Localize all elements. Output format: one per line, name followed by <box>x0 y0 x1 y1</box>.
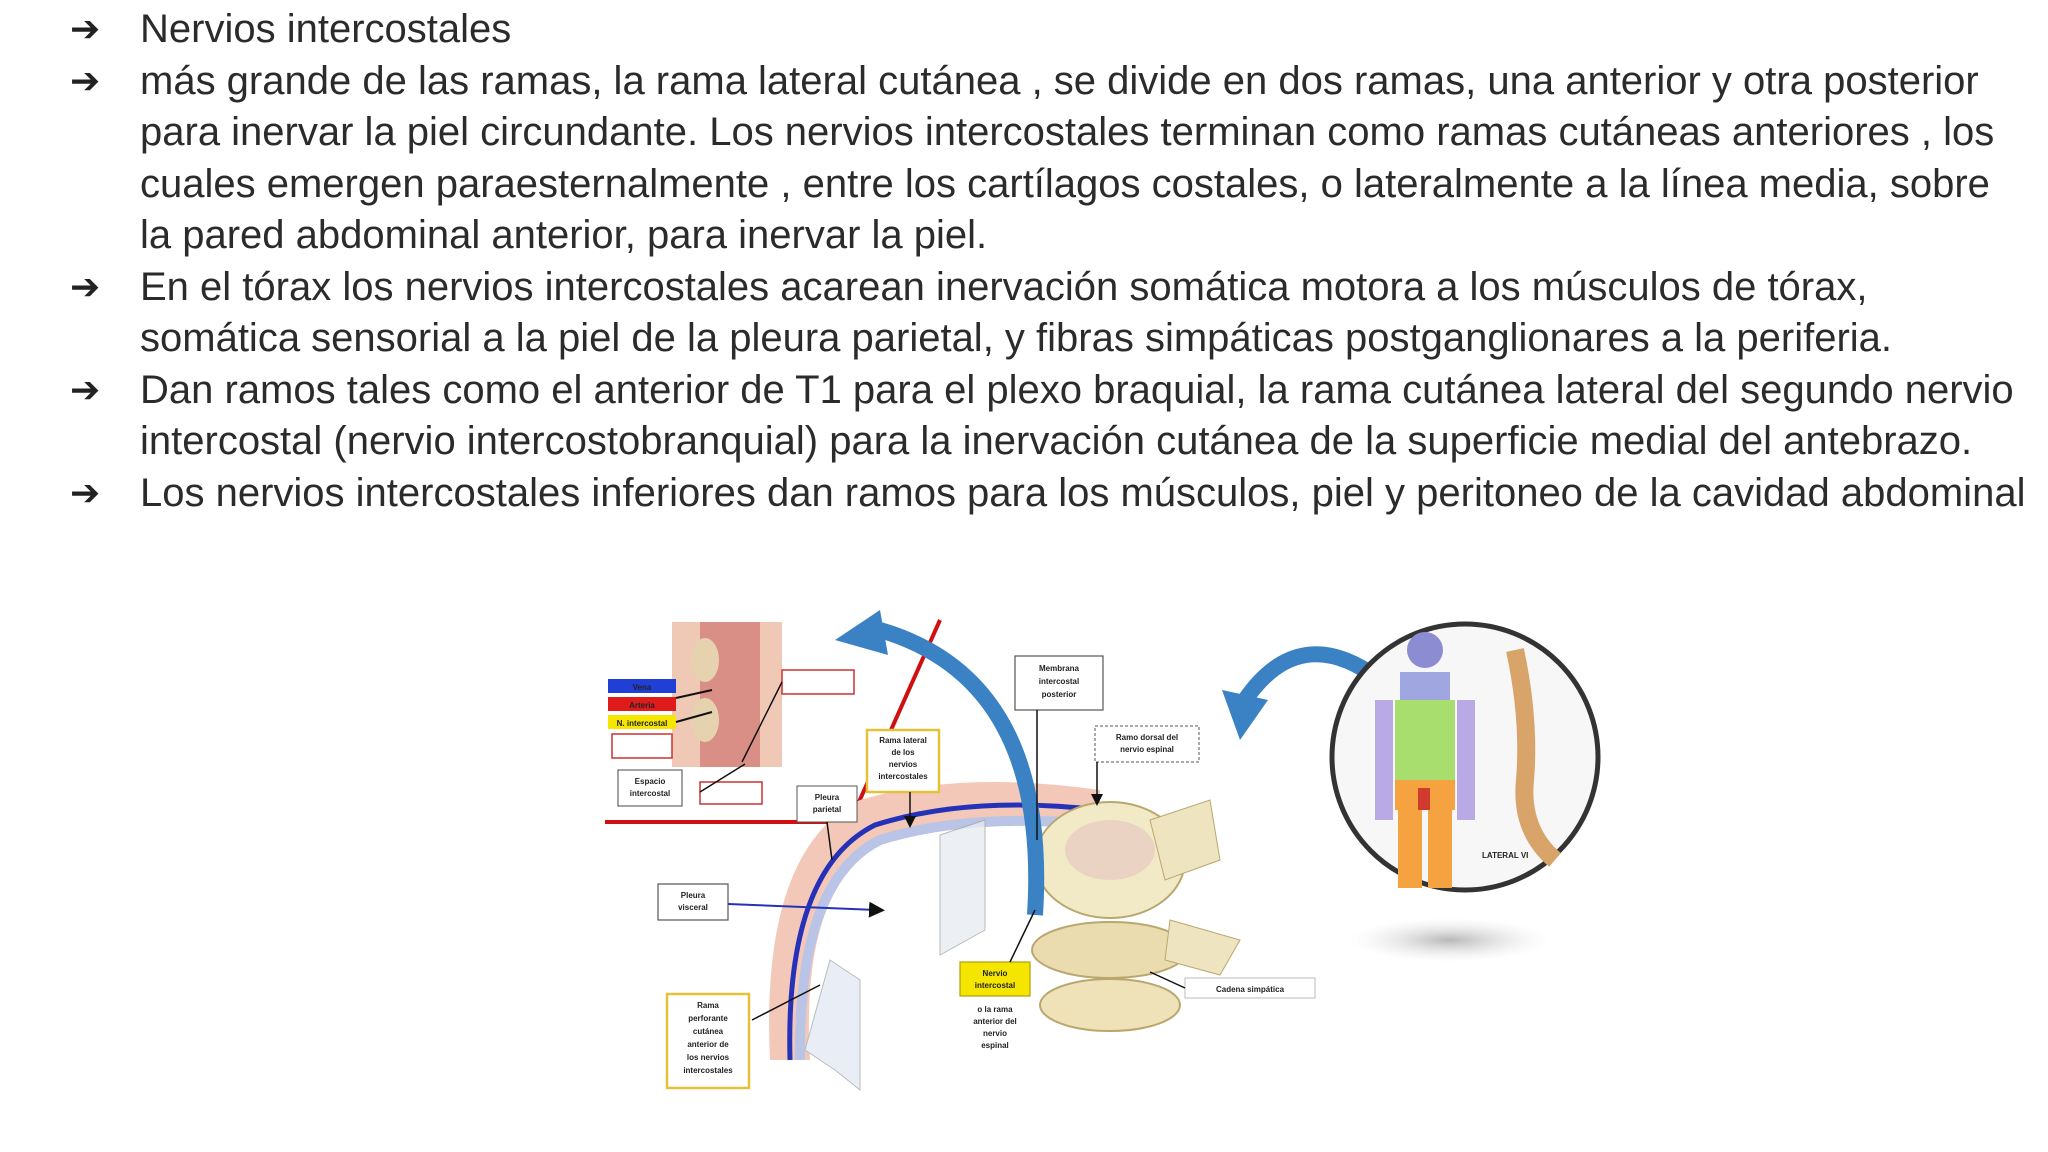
inset-label-box <box>612 734 672 758</box>
intercostal-anatomy-figure <box>600 610 1620 1110</box>
bullet-item <box>70 56 2030 262</box>
pleura-visceral-label-box <box>658 884 728 920</box>
bullet-item <box>70 365 2030 468</box>
bullet-text: Nervios intercostales <box>140 7 512 51</box>
lateral-view-label: LATERAL VI <box>1482 851 1529 860</box>
rama-lateral-label: Rama lateral de los nervios intercostales <box>878 736 928 781</box>
legend-arteria: Arteria <box>629 701 655 710</box>
arrow-right-icon: ➔ <box>70 266 101 308</box>
arrow-right-icon: ➔ <box>70 369 101 411</box>
bullet-text: más grande de las ramas, la rama lateral cutánea , se divide en dos ramas, una anterior y otra posterior para inervar la piel circundante. Los nervios intercostales terminan como ramas cutáneas anteriores , los cuales emergen paraesternalmente , entre los cartílagos costales, o lateralmente a la línea media, sobre la pared abdominal anterior, para inervar la piel. <box>140 58 1995 257</box>
pleura-parietal-label: Pleura parietal <box>812 793 842 814</box>
bullet-text: En el tórax los nervios intercostales acarean inervación somática motora a los músculos de tórax, somática sensorial a la piel de la pleura parietal, y fibras simpáticas postganglionares a la periferia. <box>140 264 1893 360</box>
bullet-item <box>70 4 2030 56</box>
pleura-visceral-label: Pleura visceral <box>678 891 708 912</box>
legend-nervio: N. intercostal <box>616 719 668 728</box>
ramo-dorsal-label-box <box>1095 726 1199 762</box>
nervio-intercostal-label-box <box>960 962 1030 996</box>
dermatome-magnifier <box>1332 624 1598 890</box>
arrow-right-icon: ➔ <box>70 9 101 50</box>
bullet-list <box>70 4 2030 519</box>
legend-vena: Vena <box>632 683 652 692</box>
inset-label-box <box>700 782 762 804</box>
nervio-intercostal-label: Nervio intercostal <box>974 969 1016 990</box>
bullet-item <box>70 262 2030 365</box>
arrow-right-icon: ➔ <box>70 60 101 102</box>
ramo-dorsal-label: Ramo dorsal del nervio espinal <box>1115 733 1179 754</box>
inset-label-box <box>782 670 854 694</box>
bullet-text: Los nervios intercostales inferiores dan ramos para los músculos, piel y peritoneo de la cavidad abdominal <box>140 470 2026 515</box>
espacio-label-box <box>618 770 682 806</box>
pleura-parietal-label-box <box>797 786 857 822</box>
membrana-label: Membrana intercostal posterior <box>1038 664 1080 699</box>
rama-anterior-label: o la rama anterior del nervio espinal <box>973 1005 1017 1050</box>
cadena-label: Cadena simpática <box>1215 985 1285 994</box>
espacio-label: Espacio intercostal <box>629 777 671 798</box>
bullet-text: Dan ramos tales como el anterior de T1 para el plexo braquial, la rama cutánea lateral del segundo nervio intercostal (nervio intercostobranquial) para la inervación cutánea de la superficie medial del antebrazo. <box>140 367 2014 463</box>
arrow-right-icon: ➔ <box>70 472 101 514</box>
rama-perforante-label: Rama perforante cutánea anterior de los nervios intercostales <box>683 1001 733 1075</box>
bullet-item <box>70 468 2030 520</box>
shadow <box>1350 918 1550 962</box>
